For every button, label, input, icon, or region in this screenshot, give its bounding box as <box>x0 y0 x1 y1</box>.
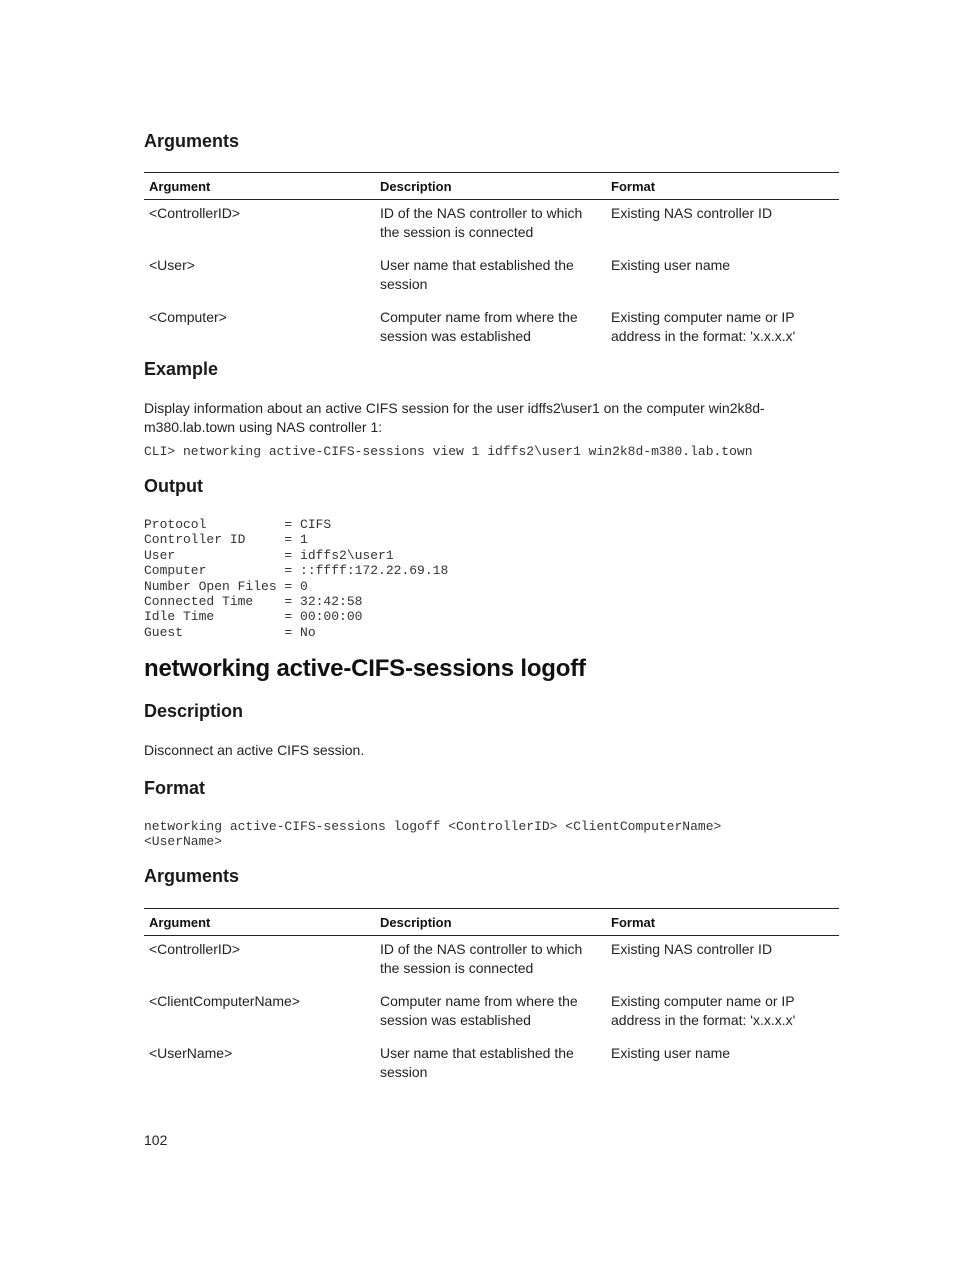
argument-cell: <UserName> <box>149 1045 233 1061</box>
column-header-format: Format <box>606 909 839 936</box>
description-cell: User name that established the session <box>380 1045 574 1080</box>
argument-cell: <ControllerID> <box>149 205 241 221</box>
output-line: User = idffs2\user1 <box>144 547 394 563</box>
argument-cell: <User> <box>149 257 195 273</box>
example-text: Display information about an active CIFS session for the user idffs2\user1 on the computer win2k8d-m380.lab.town using NAS controller 1: <box>144 400 765 435</box>
argument-cell: <ControllerID> <box>149 941 241 957</box>
format-cell: Existing NAS controller ID <box>611 941 773 957</box>
format-cell: Existing user name <box>611 1045 731 1061</box>
command-title: networking active-CIFS-sessions logoff <box>144 655 586 682</box>
argument-cell: <ClientComputerName> <box>149 993 300 1009</box>
example-heading: Example <box>144 359 219 379</box>
output-line: Number Open Files = 0 <box>144 578 308 594</box>
column-header-description: Description <box>375 173 606 200</box>
output-heading: Output <box>144 476 203 496</box>
description-text: Disconnect an active CIFS session. <box>144 742 365 758</box>
column-header-argument: Argument <box>144 173 375 200</box>
table-row <box>144 988 839 1040</box>
format-line: <UserName> <box>144 834 223 850</box>
arguments-table <box>144 908 839 1092</box>
description-cell: User name that established the session <box>380 257 574 292</box>
output-line: Protocol = CIFS <box>144 517 332 532</box>
table-header-row <box>144 909 839 936</box>
argument-cell: <Computer> <box>149 309 227 325</box>
arguments-heading: Arguments <box>144 131 240 151</box>
description-cell: Computer name from where the session was established <box>380 309 578 344</box>
column-header-description: Description <box>375 909 606 936</box>
description-cell: Computer name from where the session was established <box>380 993 578 1028</box>
description-heading: Description <box>144 701 244 721</box>
description-cell: ID of the NAS controller to which the session is connected <box>380 941 583 976</box>
output-line: Controller ID = 1 <box>144 532 308 548</box>
page-number: 102 <box>144 1132 168 1148</box>
table-row <box>144 200 839 253</box>
format-cell: Existing computer name or IP address in the format: 'x.x.x.x' <box>611 309 796 344</box>
output-line: Computer = ::ffff:172.22.69.18 <box>144 563 449 579</box>
example-command: CLI> networking active-CIFS-sessions view 1 idffs2\user1 win2k8d-m380.lab.town <box>144 444 753 459</box>
table-header-row <box>144 173 839 200</box>
output-line: Idle Time = 00:00:00 <box>144 609 363 625</box>
description-cell: ID of the NAS controller to which the session is connected <box>380 205 583 240</box>
output-line: Guest = No <box>144 624 316 640</box>
table-row <box>144 1040 839 1092</box>
column-header-format: Format <box>606 173 839 200</box>
format-heading: Format <box>144 778 206 798</box>
format-cell: Existing NAS controller ID <box>611 205 773 221</box>
arguments-table <box>144 172 839 356</box>
table-row <box>144 252 839 304</box>
format-cell: Existing computer name or IP address in the format: 'x.x.x.x' <box>611 993 796 1028</box>
arguments-heading: Arguments <box>144 866 240 886</box>
format-cell: Existing user name <box>611 257 731 273</box>
table-row <box>144 304 839 356</box>
output-block <box>144 517 448 640</box>
format-line: networking active-CIFS-sessions logoff <ControllerID> <ClientComputerName> <box>144 819 722 834</box>
table-row <box>144 936 839 989</box>
output-line: Connected Time = 32:42:58 <box>144 594 363 610</box>
format-syntax <box>144 819 721 850</box>
column-header-argument: Argument <box>144 909 375 936</box>
